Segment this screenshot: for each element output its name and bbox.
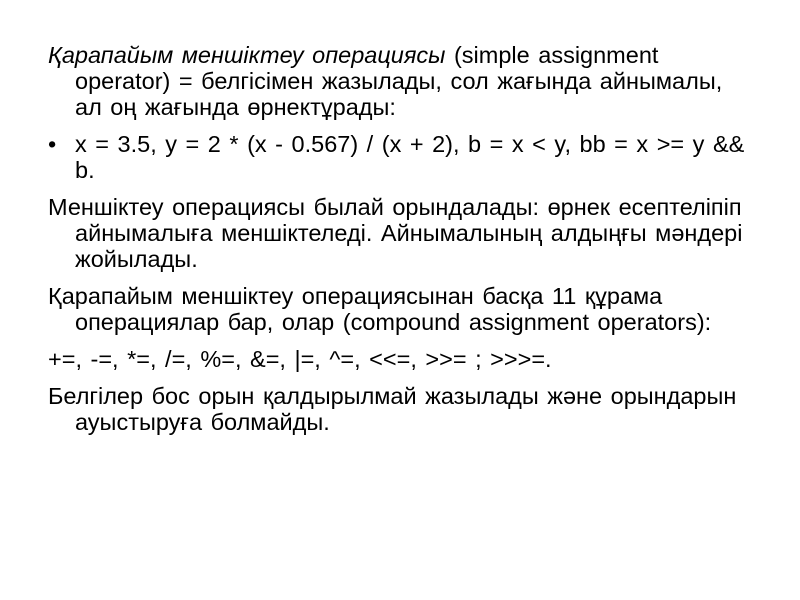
- paragraph-compound-intro: Қарапайым меншіктеу операциясынан басқа 11 құрама операциялар бар, олар (compound assignment operators):: [48, 283, 712, 335]
- paragraph-simple-assignment: [48, 42, 748, 120]
- bullet-example-text: x = 3.5, y = 2 * (x - 0.567) / (x + 2), b = x < y, bb = x >= y && b.: [75, 131, 745, 183]
- slide-body: [48, 42, 748, 446]
- paragraph-execution: Меншіктеу операциясы былай орындалады: өрнек есептеліпіп айнымалыға меншіктеледі. Айнымалының алдыңғы мәндері жойылады.: [48, 194, 743, 272]
- bullet-example: [48, 131, 748, 183]
- paragraph-compound-operators: +=, -=, *=, /=, %=, &=, |=, ^=, <<=, >>= ; >>>=.: [48, 346, 552, 372]
- paragraph-spacing-rule: Белгілер бос орын қалдырылмай жазылады және орындарын ауыстыруға болмайды.: [48, 383, 737, 435]
- bullet-icon: •: [48, 131, 57, 157]
- simple-assignment-term: Қарапайым меншіктеу операциясы: [48, 42, 446, 68]
- simple-assignment-description: (simple assignment operator) = белгісімен жазылады, сол жағында айнымалы, ал оң жағында өрнектұрады:: [75, 42, 723, 120]
